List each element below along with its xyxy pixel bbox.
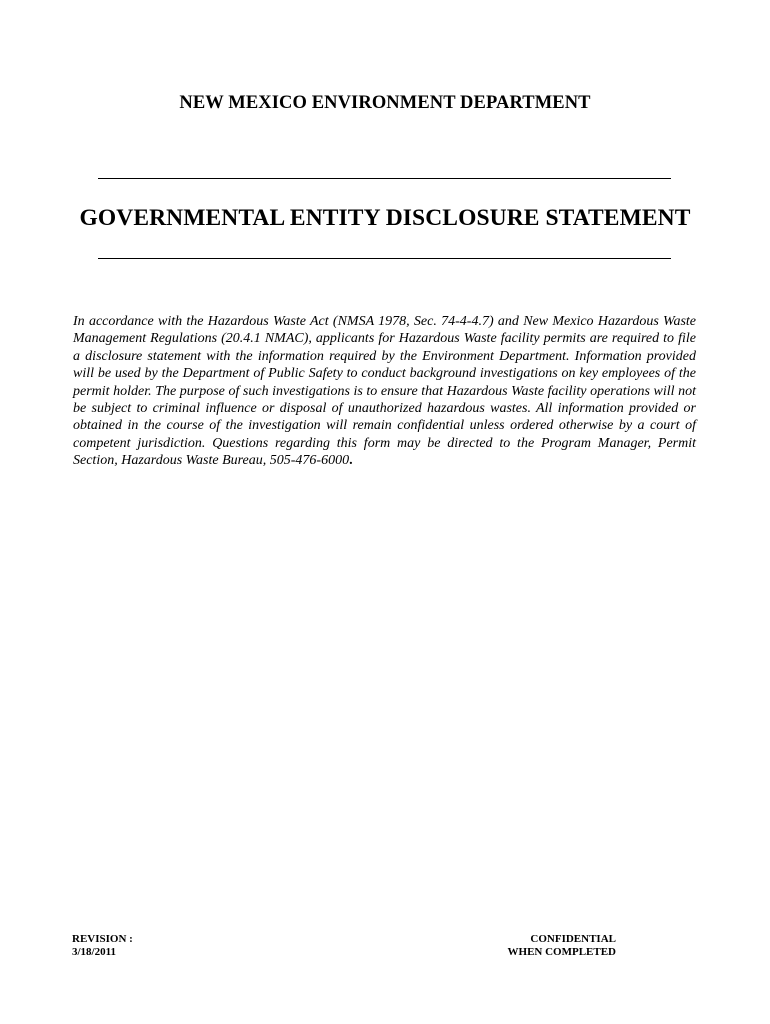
title-rule-bottom xyxy=(98,258,671,259)
form-title: GOVERNMENTAL ENTITY DISCLOSURE STATEMENT xyxy=(79,205,691,231)
title-rule-top xyxy=(98,178,671,179)
agency-name: NEW MEXICO ENVIRONMENT DEPARTMENT xyxy=(179,93,591,113)
intro-end-period: . xyxy=(349,453,353,469)
confidential-line-2: WHEN COMPLETED xyxy=(507,946,616,958)
confidential-line-1: CONFIDENTIAL xyxy=(530,933,616,945)
revision-date: 3/18/2011 xyxy=(72,946,117,958)
revision-label: REVISION : xyxy=(72,933,133,945)
revision-block xyxy=(72,933,133,959)
confidential-notice xyxy=(480,933,616,959)
intro-paragraph xyxy=(73,313,696,470)
intro-text: In accordance with the Hazardous Waste Act (NMSA 1978, Sec. 74-4-4.7) and New Mexico Hazardous Waste Management Regulations (20.4.1 NMAC), applicants for Hazardous Waste facility permits are required to file a disclosure statement with the information required by the Environment Department. Information provided will be used by the Department of Public Safety to conduct background investigations on key employees of the permit holder. The purpose of such investigations is to ensure that Hazardous Waste facility operations will not be subject to criminal influence or disposal of unauthorized hazardous wastes. All information provided or obtained in the course of the investigation will remain confidential unless ordered otherwise by a court of competent jurisdiction. Questions regarding this form may be directed to the Program Manager, Permit Section, Hazardous Waste Bureau, 505-476-6000 xyxy=(73,314,696,469)
